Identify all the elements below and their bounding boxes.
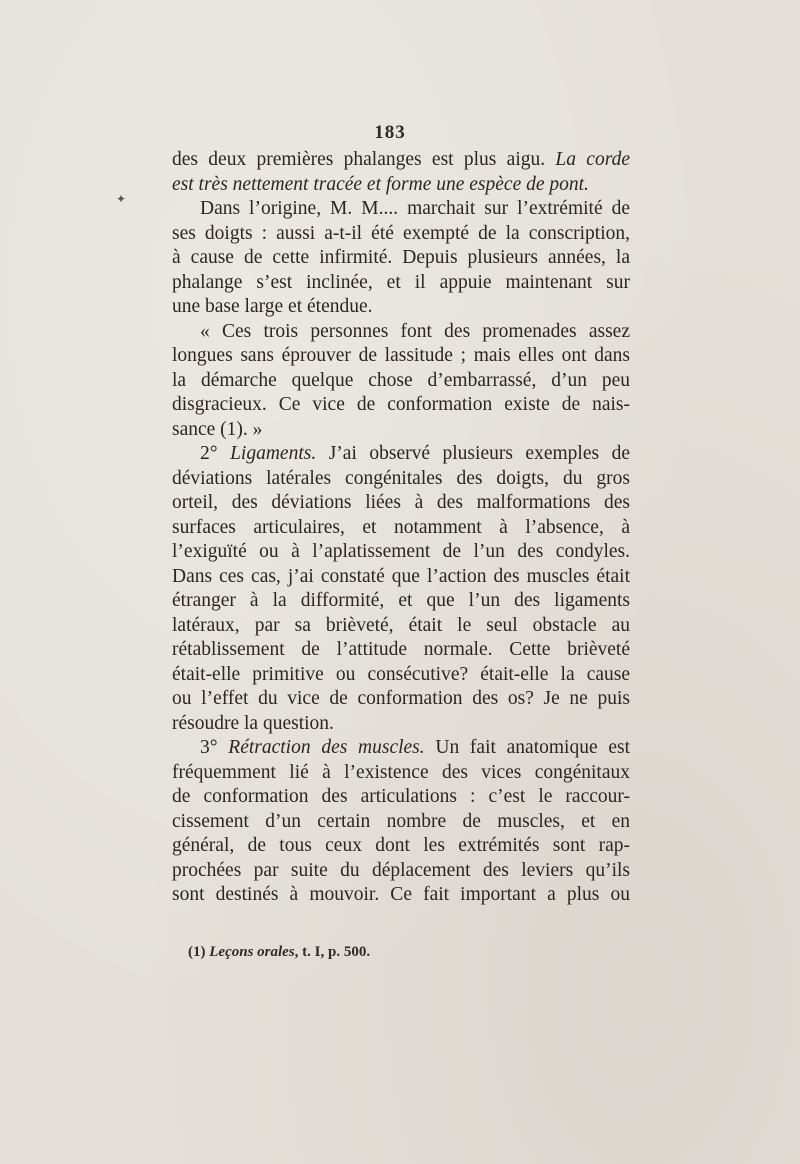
text-run: sont destinés à mouvoir. Ce fait important a plus ou xyxy=(172,884,630,905)
text-line xyxy=(172,638,630,663)
text-run: orteil, des déviations liées à des malformations des xyxy=(172,492,630,513)
text-line xyxy=(172,516,630,541)
text-run: prochées par suite du déplacement des leviers qu’ils xyxy=(172,859,630,881)
text-line xyxy=(172,271,630,296)
text-line xyxy=(172,810,630,835)
text-line xyxy=(172,834,630,859)
text-run: « Ces trois personnes font des promenades assez xyxy=(200,320,630,342)
text-line xyxy=(172,883,630,908)
margin-mark-icon: ✦ xyxy=(116,192,127,206)
text-line xyxy=(172,295,630,320)
text-run: étranger à la difformité, et que l’un des ligaments xyxy=(172,590,630,611)
text-run: longues sans éprouver de lassitude ; mais elles ont dans xyxy=(172,345,630,366)
text-run: surfaces articulaires, et notamment à l’absence, à xyxy=(172,516,630,538)
page-number: 183 xyxy=(374,122,406,143)
footnote-title: Leçons orales xyxy=(209,944,295,960)
text-line xyxy=(172,491,630,516)
text-run: disgracieux. Ce vice de conformation existe de nais- xyxy=(172,394,630,415)
footnote xyxy=(188,944,370,961)
text-run: sance (1). » xyxy=(172,418,263,440)
text-run: cissement d’un certain nombre de muscles, et en xyxy=(172,810,630,832)
text-run: Dans l’origine, M. M.... marchait sur l’extrémité de xyxy=(200,198,630,219)
text-line xyxy=(172,442,630,467)
text-line xyxy=(172,320,630,345)
italic-text: est très nettement tracée et forme une espèce de pont. xyxy=(172,173,589,195)
text-run: de conformation des articulations : c’est le raccour- xyxy=(172,786,630,807)
text-run: 2° xyxy=(200,443,231,464)
text-run: phalange s’est inclinée, et il appuie maintenant sur xyxy=(172,271,630,293)
text-line xyxy=(172,614,630,639)
text-line xyxy=(172,344,630,369)
text-line xyxy=(172,393,630,418)
text-run: rétablissement de l’attitude normale. Cette brièveté xyxy=(172,639,630,660)
text-line xyxy=(172,859,630,884)
text-run: J’ai observé plusieurs exemples de xyxy=(316,443,630,464)
text-line xyxy=(172,418,630,443)
text-line xyxy=(172,712,630,737)
body-text xyxy=(172,148,630,908)
text-line xyxy=(172,687,630,712)
text-run: Dans ces cas, j’ai constaté que l’action des muscles était xyxy=(172,565,630,587)
text-run: des deux premières phalanges est plus aigu. xyxy=(172,149,556,170)
text-line xyxy=(172,589,630,614)
text-run: l’exiguïté ou à l’aplatissement de l’un des condyles. xyxy=(172,541,630,562)
text-run: à cause de cette infirmité. Depuis plusieurs années, la xyxy=(172,247,630,268)
text-line xyxy=(172,565,630,590)
text-line xyxy=(172,785,630,810)
text-run: fréquemment lié à l’existence des vices congénitaux xyxy=(172,761,630,783)
text-line xyxy=(172,736,630,761)
text-run: la démarche quelque chose d’embarrassé, d’un peu xyxy=(172,369,630,391)
italic-text: La corde xyxy=(555,149,630,170)
text-run: Un fait anatomique est xyxy=(424,737,630,758)
text-line xyxy=(172,369,630,394)
text-line xyxy=(172,222,630,247)
text-run: 3° xyxy=(200,737,229,758)
text-line xyxy=(172,761,630,786)
footnote-marker: (1) xyxy=(188,944,210,960)
text-run: général, de tous ceux dont les extrémités sont rap- xyxy=(172,835,630,856)
italic-text: Ligaments. xyxy=(230,443,317,464)
text-line xyxy=(172,197,630,222)
italic-text: Rétraction des muscles. xyxy=(228,737,425,758)
footnote-reference: , t. I, p. 500. xyxy=(294,944,371,960)
text-line xyxy=(172,246,630,271)
text-run: ses doigts : aussi a-t-il été exempté de la conscription, xyxy=(172,222,630,244)
text-run: ou l’effet du vice de conformation des os? Je ne puis xyxy=(172,688,630,709)
text-run: latéraux, par sa brièveté, était le seul obstacle au xyxy=(172,614,630,636)
text-line xyxy=(172,148,630,173)
text-run: était-elle primitive ou consécutive? était-elle la cause xyxy=(172,663,630,685)
text-run: résoudre la question. xyxy=(172,712,334,734)
text-run: une base large et étendue. xyxy=(172,296,373,317)
text-line xyxy=(172,467,630,492)
text-line xyxy=(172,540,630,565)
text-run: déviations latérales congénitales des doigts, du gros xyxy=(172,467,630,489)
text-line xyxy=(172,173,630,198)
text-line xyxy=(172,663,630,688)
